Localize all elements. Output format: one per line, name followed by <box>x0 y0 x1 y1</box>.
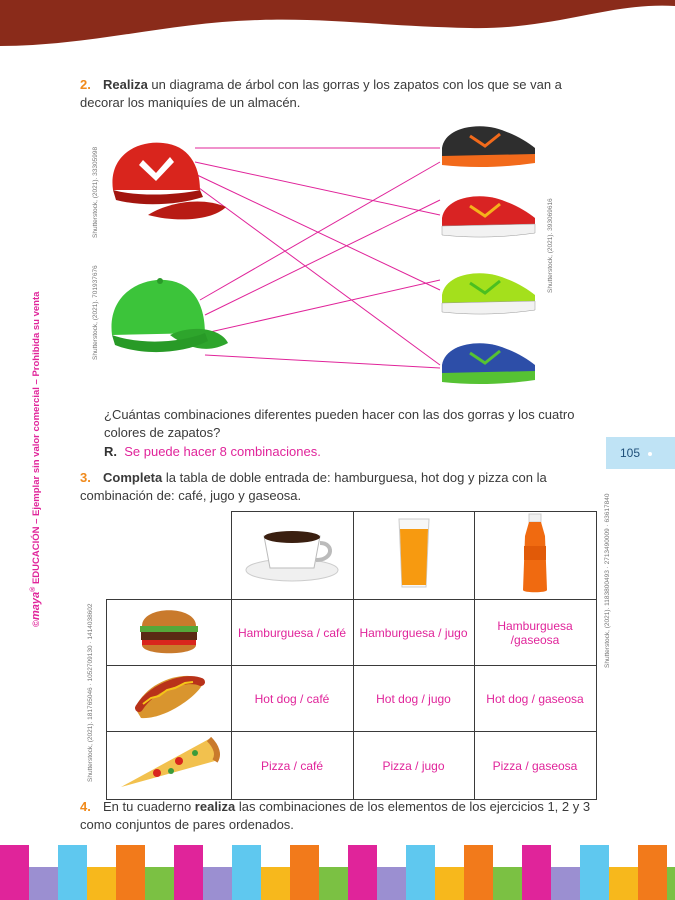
footer-bar <box>58 845 87 900</box>
red-shoe <box>442 196 535 237</box>
line-green-cap-shoe2 <box>205 200 440 315</box>
footer-bar <box>348 845 377 900</box>
exercise-2-question: ¿Cuántas combinaciones diferentes pueden hacer con las dos gorras y los cuatro colores de zapatos? <box>104 407 575 440</box>
footer-bar <box>464 845 493 900</box>
corner-cell <box>107 512 232 600</box>
footer-color-bars <box>0 845 675 900</box>
footer-bar <box>290 845 319 900</box>
footer-bar <box>406 845 435 900</box>
footer-bar <box>29 867 58 900</box>
footer-bar <box>174 845 203 900</box>
line-red-cap-shoe2 <box>195 162 440 215</box>
cell-pizza-cafe: Pizza / café <box>231 732 353 800</box>
side-label: ©maya® EDUCACIÓN – Ejemplar sin valor comercial – Prohibida su venta <box>30 291 42 627</box>
footer-bar <box>609 867 638 900</box>
tree-diagram <box>100 110 560 385</box>
blue-shoe <box>442 343 535 384</box>
juice-glass-icon <box>384 515 444 591</box>
photo-credit-foods: Shutterstock, (2021). 181765046 · 1052709130 · 1414038602 <box>87 603 94 782</box>
footer-bar <box>116 845 145 900</box>
line-green-cap-shoe4 <box>205 355 440 368</box>
combination-table <box>106 511 597 800</box>
footer-bar <box>87 867 116 900</box>
footer-bar <box>522 845 551 900</box>
soda-header <box>474 512 596 600</box>
footer-bar <box>580 845 609 900</box>
cell-hamburguesa-jugo: Hamburguesa / jugo <box>353 600 474 666</box>
food-hamburguesa <box>107 600 232 666</box>
exercise-3-number: 3. <box>80 470 91 485</box>
coffee-header <box>231 512 353 600</box>
footer-bar <box>377 867 406 900</box>
footer-bar <box>203 867 232 900</box>
exercise-3-prompt: 3. Completa la tabla de doble entrada de: hamburguesa, hot dog y pizza con la combinación de: café, jugo y gaseosa. <box>80 470 547 503</box>
footer-bar <box>319 867 348 900</box>
black-orange-shoe <box>442 126 535 167</box>
photo-credit-shoes: Shutterstock, (2021). 3930696​16 <box>547 198 554 293</box>
exercise-2-prompt: 2. Realiza un diagrama de árbol con las gorras y los zapatos con los que se van a decorar los maniquíes de un almacén. <box>80 77 562 110</box>
food-hot-dog <box>107 666 232 732</box>
cell-hotdog-gaseosa: Hot dog / gaseosa <box>474 666 596 732</box>
photo-credit-drinks: Shutterstock, (2021). 1183800493 · 2713490009 · 63617840 <box>604 493 611 668</box>
header-wave <box>0 0 675 50</box>
answer-text: Se puede hacer 8 combinaciones. <box>124 444 321 459</box>
exercise-4-number: 4. <box>80 799 91 814</box>
food-pizza <box>107 732 232 800</box>
footer-bar <box>261 867 290 900</box>
green-cap <box>111 278 228 352</box>
cell-pizza-gaseosa: Pizza / gaseosa <box>474 732 596 800</box>
cell-hamburguesa-gaseosa: Hamburguesa /gaseosa <box>474 600 596 666</box>
cell-hotdog-cafe: Hot dog / café <box>231 666 353 732</box>
page-number-tab <box>606 437 675 469</box>
photo-credit-cap-red: Shutterstock, (2021). 33305998 <box>92 146 99 238</box>
footer-bar <box>638 845 667 900</box>
soda-bottle-icon <box>515 512 555 594</box>
connection-lines <box>195 148 440 368</box>
footer-bar <box>435 867 464 900</box>
hamburger-icon <box>134 600 204 660</box>
footer-bar <box>0 845 29 900</box>
cell-pizza-jugo: Pizza / jugo <box>353 732 474 800</box>
brand-logo: maya <box>30 591 42 620</box>
lime-shoe <box>442 273 535 314</box>
footer-bar <box>551 867 580 900</box>
coffee-cup-icon <box>242 518 342 588</box>
line-green-cap-shoe3 <box>210 280 440 332</box>
cell-hotdog-jugo: Hot dog / jugo <box>353 666 474 732</box>
footer-bar <box>667 867 675 900</box>
line-red-cap-shoe4 <box>195 185 440 365</box>
exercise-4-prompt: 4. En tu cuaderno realiza las combinaciones de los elementos de los ejercicios 1, 2 y 3 como conjuntos de pares ordenados. <box>80 799 591 832</box>
juice-header <box>353 512 474 600</box>
exercise-2-answer: R. Se puede hacer 8 combinaciones. <box>104 444 321 459</box>
cell-hamburguesa-cafe: Hamburguesa / café <box>231 600 353 666</box>
exercise-2-number: 2. <box>80 77 91 92</box>
line-green-cap-shoe1 <box>200 162 440 300</box>
page-number: 105 <box>620 446 641 460</box>
footer-bar <box>493 867 522 900</box>
hot-dog-icon <box>129 668 209 724</box>
footer-bar <box>145 867 174 900</box>
pizza-slice-icon <box>117 733 221 793</box>
footer-bar <box>232 845 261 900</box>
photo-credit-cap-green: Shutterstock, (2021). 70193767​6 <box>92 265 99 360</box>
